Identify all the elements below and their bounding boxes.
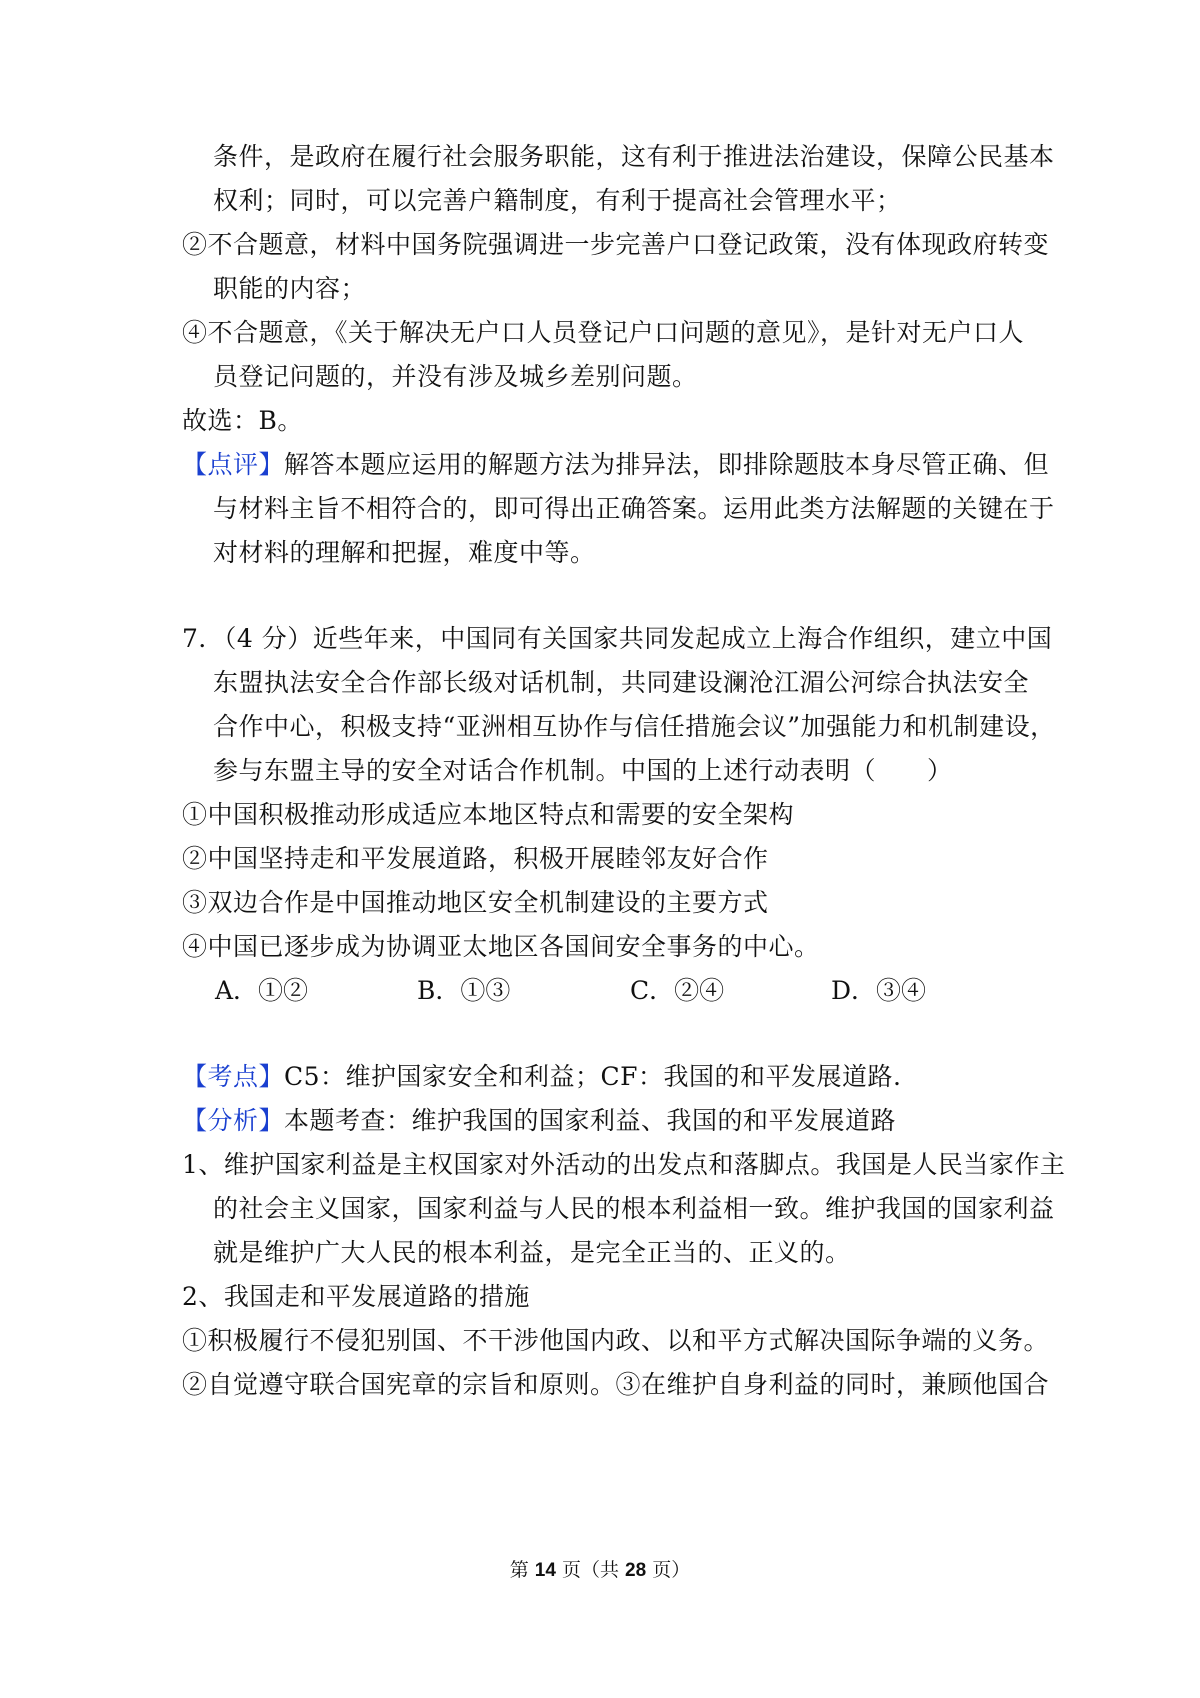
option-d: D．③④	[831, 976, 927, 1005]
footer-page-number: 14	[534, 1560, 556, 1581]
question-stem: 7．（4 分）近些年来，中国同有关国家共同发起成立上海合作组织，建立中国	[182, 624, 1053, 653]
text-line: 员登记问题的，并没有涉及城乡差别问题。	[213, 362, 698, 391]
question-line: 东盟执法安全合作部长级对话机制，共同建设澜沧江湄公河综合执法安全	[213, 668, 1030, 697]
analysis-line: ①积极履行不侵犯别国、不干涉他国内政、以和平方式解决国际争端的义务。	[182, 1326, 1050, 1355]
analysis-line: 2、我国走和平发展道路的措施	[182, 1282, 530, 1311]
footer-prefix: 第	[509, 1559, 529, 1581]
footer-total-pages: 28	[625, 1560, 647, 1581]
footer-suffix: 页）	[652, 1559, 691, 1581]
text-line: 与材料主旨不相符合的，即可得出正确答案。运用此类方法解题的关键在于	[213, 494, 1055, 523]
analysis-line: 1、维护国家利益是主权国家对外活动的出发点和落脚点。我国是人民当家作主	[182, 1150, 1066, 1179]
fenxi-text: 本题考查：维护我国的国家利益、我国的和平发展道路	[284, 1106, 897, 1135]
fenxi-line	[182, 1104, 896, 1138]
text-line: 条件，是政府在履行社会服务职能，这有利于推进法治建设，保障公民基本	[213, 142, 1055, 171]
comment-tag: 【点评】	[182, 450, 285, 479]
kaodian-tag: 【考点】	[182, 1062, 285, 1091]
statement-4: ④中国已逐步成为协调亚太地区各国间安全事务的中心。	[182, 932, 820, 961]
analysis-line: 就是维护广大人民的根本利益，是完全正当的、正义的。	[213, 1238, 851, 1267]
text-line: 对材料的理解和把握，难度中等。	[213, 538, 596, 567]
kaodian-text: C5：维护国家安全和利益；CF：我国的和平发展道路.	[284, 1062, 902, 1091]
comment-text: 解答本题应运用的解题方法为排异法，即排除题肢本身尽管正确、但	[284, 450, 1050, 479]
text-line: 权利；同时，可以完善户籍制度，有利于提高社会管理水平；	[213, 186, 902, 215]
statement-1: ①中国积极推动形成适应本地区特点和需要的安全架构	[182, 800, 795, 829]
option-c: C．②④	[630, 976, 725, 1005]
option-a: A．①②	[215, 976, 309, 1005]
question-line: 合作中心，积极支持“亚洲相互协作与信任措施会议”加强能力和机制建设，	[213, 712, 1056, 741]
text-line: ②不合题意，材料中国务院强调进一步完善户口登记政策，没有体现政府转变	[182, 230, 1050, 259]
page-footer	[0, 1557, 1200, 1584]
statement-2: ②中国坚持走和平发展道路，积极开展睦邻友好合作	[182, 844, 769, 873]
footer-middle: 页（共	[561, 1559, 619, 1581]
analysis-line: 的社会主义国家，国家利益与人民的根本利益相一致。维护我国的国家利益	[213, 1194, 1055, 1223]
fenxi-tag: 【分析】	[182, 1106, 285, 1135]
kaodian-line	[182, 1060, 901, 1094]
answer-line: 故选：B。	[182, 406, 303, 435]
option-b: B．①③	[417, 976, 511, 1005]
text-line: ④不合题意，《关于解决无户口人员登记户口问题的意见》，是针对无户口人	[182, 318, 1025, 347]
analysis-line: ②自觉遵守联合国宪章的宗旨和原则。③在维护自身利益的同时，兼顾他国合	[182, 1370, 1050, 1399]
comment-line	[182, 448, 1049, 482]
text-line: 职能的内容；	[213, 274, 367, 303]
statement-3: ③双边合作是中国推动地区安全机制建设的主要方式	[182, 888, 769, 917]
question-line: 参与东盟主导的安全对话合作机制。中国的上述行动表明（ ）	[213, 756, 953, 785]
